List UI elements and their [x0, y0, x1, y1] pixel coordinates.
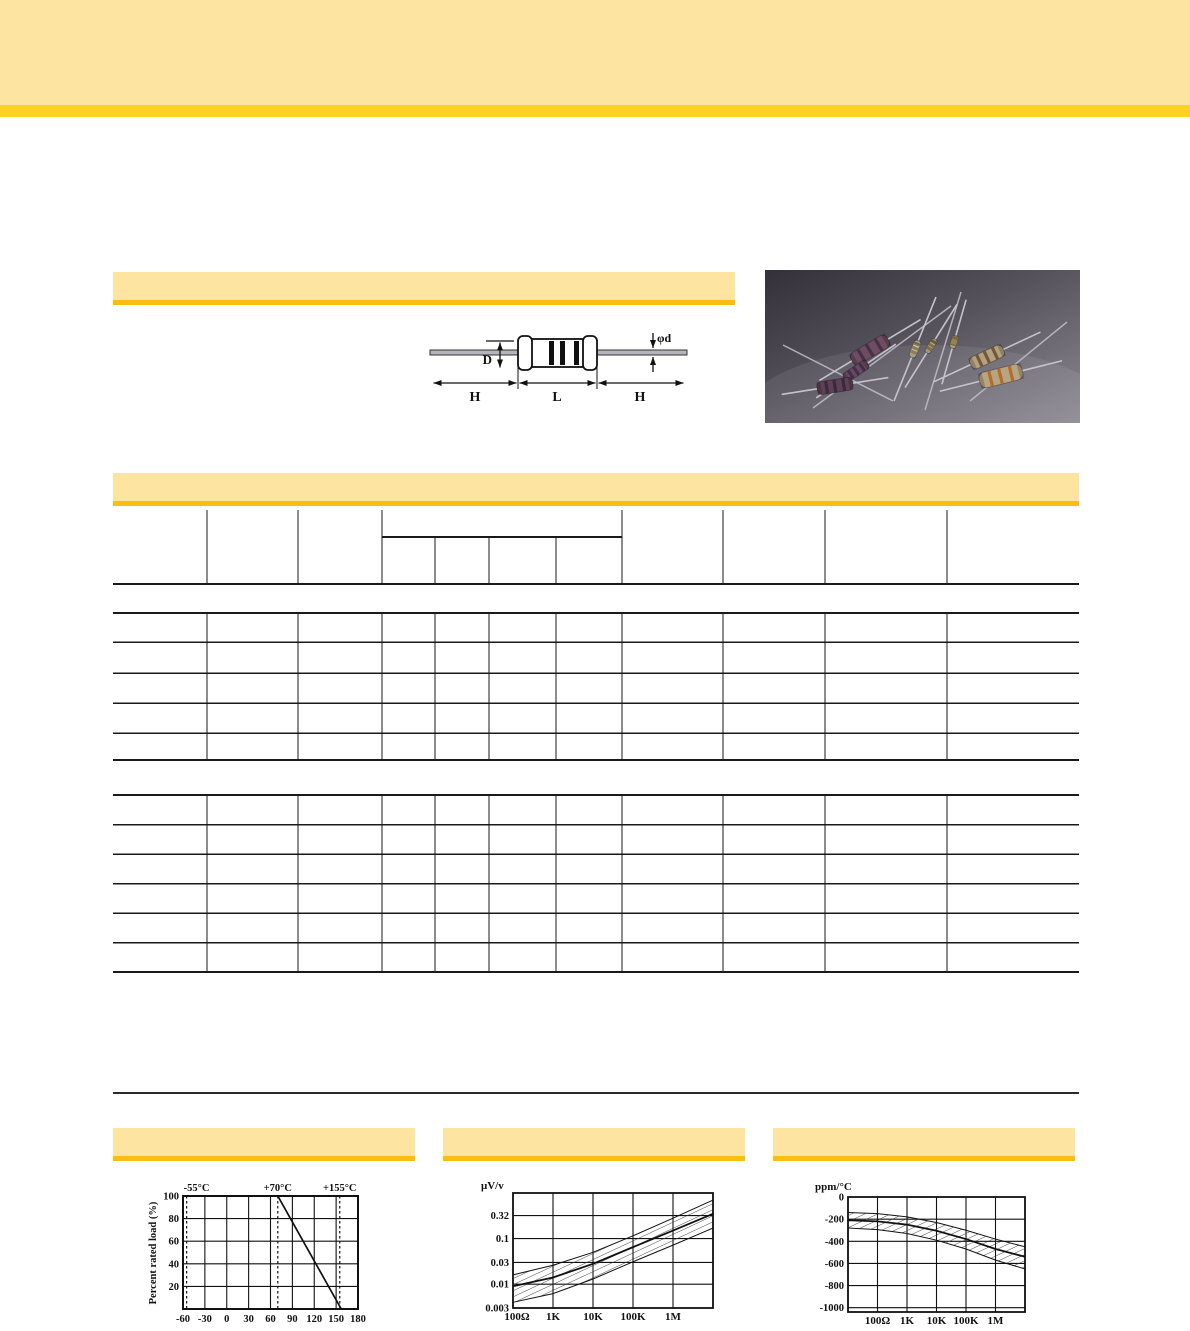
tick-label: 20: [168, 1281, 179, 1293]
tick-label: -1000: [819, 1303, 844, 1315]
h-right-label: H: [634, 390, 646, 405]
lead-left: [430, 350, 522, 355]
tick-label: -30: [197, 1314, 212, 1325]
section-bar-noise: [443, 1128, 745, 1161]
tick-label: 60: [168, 1236, 179, 1248]
color-band: [574, 341, 579, 365]
color-band: [549, 341, 554, 365]
derating-line: [183, 1196, 341, 1309]
tick-label: 0.01: [490, 1279, 509, 1291]
d-label: D: [482, 352, 492, 367]
section-bar-tcr: [773, 1128, 1075, 1161]
tick-label: 0.1: [495, 1234, 509, 1246]
annotation-label: +155°C: [323, 1183, 357, 1194]
phi-d-label: φd: [657, 331, 672, 345]
resistor-photo: [765, 270, 1080, 423]
derating-chart: [140, 1178, 380, 1331]
tick-label: 60: [265, 1314, 276, 1325]
tick-label: 1K: [545, 1311, 561, 1323]
annotation-label: -55°C: [183, 1183, 210, 1194]
tick-label: 1M: [987, 1315, 1004, 1327]
tick-label: 10K: [926, 1315, 947, 1327]
lead-right: [593, 350, 687, 355]
tick-label: 120: [306, 1314, 323, 1325]
section-bar-specifications: [113, 473, 1079, 506]
tick-label: 100Ω: [864, 1315, 891, 1327]
tick-label: 40: [168, 1259, 179, 1271]
tick-label: 0.003: [485, 1303, 509, 1315]
h-left-label: H: [469, 390, 481, 405]
resistor-dimension-diagram: [420, 325, 700, 410]
noise-voltage-chart: [455, 1178, 745, 1331]
header-band: [0, 0, 1190, 105]
y-axis-label: Percent rated load (%): [148, 1201, 159, 1305]
unit-label: ppm/°C: [815, 1181, 852, 1193]
tick-label: -200: [824, 1214, 844, 1226]
tick-label: 100K: [620, 1311, 646, 1323]
l-label: L: [552, 390, 562, 405]
tick-label: 180: [350, 1314, 366, 1325]
tick-label: 1K: [899, 1315, 915, 1327]
tick-label: 0.03: [490, 1257, 509, 1269]
tick-label: 0: [838, 1192, 844, 1204]
tcr-chart: [785, 1178, 1090, 1331]
color-band: [560, 341, 565, 365]
tick-label: 30: [243, 1314, 254, 1325]
specifications-table: [113, 510, 1079, 980]
header-stripe: [0, 105, 1190, 117]
tick-label: 100Ω: [504, 1311, 530, 1323]
section-bar-dimensions: [113, 272, 735, 305]
tick-label: -600: [824, 1258, 844, 1270]
unit-label: μV/v: [481, 1180, 504, 1192]
annotation-label: +70°C: [263, 1183, 292, 1194]
tick-label: 10K: [583, 1311, 603, 1323]
tick-label: -60: [176, 1314, 190, 1325]
tick-label: 0.32: [490, 1211, 509, 1223]
resistor-cap-right: [583, 336, 597, 370]
tick-label: -800: [824, 1281, 844, 1293]
tick-label: 90: [287, 1314, 298, 1325]
section-bar-derating: [113, 1128, 415, 1161]
resistor-cap-left: [518, 336, 532, 370]
tick-label: 0: [224, 1314, 230, 1325]
tick-label: 1M: [665, 1311, 681, 1323]
tick-label: 100K: [953, 1315, 979, 1327]
tick-label: 100: [163, 1191, 179, 1203]
horizontal-divider: [113, 1092, 1079, 1094]
tick-label: -400: [824, 1236, 844, 1248]
tick-label: 80: [168, 1214, 179, 1226]
tick-label: 150: [328, 1314, 344, 1325]
